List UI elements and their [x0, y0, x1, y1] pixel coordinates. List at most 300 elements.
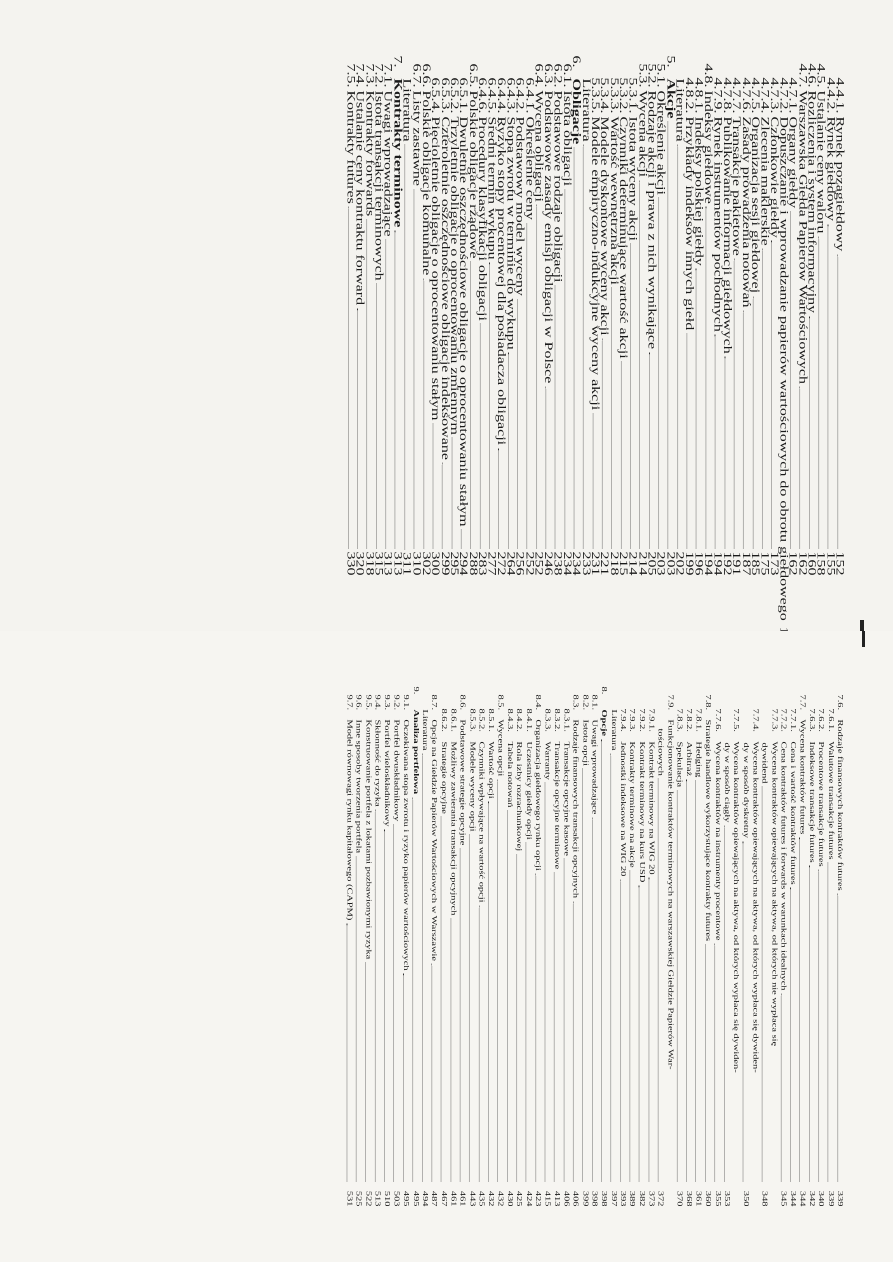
- dot-leader: [441, 463, 442, 549]
- toc-entry-row: [372, 695, 381, 1207]
- toc-entry-row: [674, 709, 683, 1207]
- toc-entry-row: [438, 709, 447, 1207]
- toc-entry-page: 233: [579, 551, 592, 576]
- toc-entry: [646, 687, 655, 1207]
- toc-entry: [372, 687, 381, 1207]
- toc-entry-number: 7.6.2.: [816, 708, 825, 732]
- toc-entry-row: [759, 709, 768, 1207]
- toc-entry-number: 7.9.2.: [637, 708, 646, 732]
- toc-entry-title-continuation: tościowych: [656, 728, 664, 776]
- dot-leader: [459, 848, 460, 1181]
- toc-entry: [533, 687, 542, 1207]
- toc-entry-number: 6.4.1.: [522, 77, 535, 114]
- toc-entry-title: Akcje: [664, 78, 677, 119]
- toc-entry-first-line: [769, 709, 778, 1207]
- toc-entry-number: 5.3.4.: [598, 77, 611, 114]
- dot-leader: [610, 753, 611, 1181]
- toc-entry-row: [457, 695, 466, 1207]
- toc-entry-page: 187: [739, 551, 752, 576]
- toc-entry-number: 4.7.2.: [776, 77, 789, 114]
- dot-leader: [649, 352, 650, 548]
- toc-entry-number: 5.: [664, 55, 677, 68]
- toc-entry-title: Procedury klasyfikacji obligacji: [475, 116, 488, 321]
- toc-entry-number: 7.6.: [835, 694, 844, 711]
- toc-entry: [419, 687, 428, 1207]
- toc-entry-page: 231: [588, 551, 601, 576]
- toc-entry-row: [429, 695, 438, 1207]
- toc-entry-page: 525: [354, 1190, 363, 1207]
- toc-entry-number: 4.4.2.: [824, 77, 837, 114]
- toc-entry-title: Procentowe transakcje futures: [816, 741, 825, 867]
- toc-entry-page: 342: [807, 1190, 815, 1207]
- dot-leader: [799, 387, 800, 549]
- toc-entry-page: 510: [382, 1190, 391, 1207]
- toc-entry-page: 355: [712, 1190, 721, 1207]
- toc-entry-page: 522: [363, 1190, 372, 1207]
- toc-entry: [551, 687, 560, 1207]
- toc-entry-number: 8.2.: [580, 694, 589, 711]
- toc-entry-first-line: [750, 709, 759, 1207]
- toc-entry-number: 6.5.3.: [438, 77, 451, 114]
- dot-leader: [384, 830, 385, 1182]
- toc-entry-title: Uwagi wprowadzające: [590, 719, 598, 815]
- dot-leader: [724, 357, 725, 549]
- dot-leader: [497, 779, 498, 1181]
- toc-entry-title: Możliwy zawierania transakcji opcyjnych: [448, 741, 457, 916]
- dot-leader: [696, 269, 697, 549]
- toc-rotated-block-upper: [49, 55, 846, 621]
- toc-entry: [806, 687, 815, 1207]
- toc-entry-page: 372: [656, 1190, 664, 1207]
- toc-entry-row: [787, 709, 796, 1207]
- dot-leader: [837, 894, 838, 1182]
- toc-entry-number: 5.3.5.: [588, 77, 601, 114]
- dot-leader: [818, 237, 819, 549]
- toc-entry-row: [485, 709, 494, 1207]
- toc-entry: [382, 687, 391, 1207]
- toc-entry-page: 340: [816, 1190, 825, 1207]
- dot-leader: [808, 866, 809, 1182]
- toc-entry-row: [797, 695, 806, 1207]
- toc-entry-number: 4.8.: [701, 63, 714, 88]
- toc-entry-number: 7.1.: [381, 63, 394, 88]
- toc-entry-page: 191: [729, 551, 742, 576]
- toc-entry-number: 5.2.: [645, 63, 658, 88]
- toc-entry: [721, 687, 740, 1207]
- dot-leader: [451, 438, 452, 549]
- toc-entry-title: Ustalanie ceny waloru: [814, 90, 827, 234]
- toc-entry: [476, 687, 485, 1207]
- dot-leader: [423, 278, 424, 548]
- toc-entry-number: 4.7.4.: [758, 77, 771, 114]
- toc-list-upper: [344, 55, 846, 621]
- dot-leader: [385, 240, 386, 549]
- toc-entry-page: 318: [362, 551, 375, 576]
- toc-entry: [797, 687, 806, 1207]
- toc-entry-page: 160: [805, 551, 818, 576]
- toc-entry-page: 155: [824, 551, 837, 576]
- toc-entry: [693, 687, 702, 1207]
- dot-leader: [544, 783, 545, 1182]
- dot-leader: [366, 219, 367, 548]
- toc-entry-number: 6.4.6.: [475, 77, 488, 114]
- toc-entry-number: 8.6.2.: [439, 708, 447, 732]
- toc-entry-row: [551, 709, 560, 1207]
- toc-entry-number: 6.3.: [541, 63, 554, 88]
- toc-entry-page: 330: [344, 551, 357, 576]
- toc-entry-page: 205: [645, 551, 658, 576]
- dot-leader: [667, 121, 668, 548]
- dot-leader: [611, 288, 612, 549]
- toc-entry-page: 360: [703, 1190, 712, 1207]
- toc-entry-page: 313: [381, 551, 394, 576]
- toc-entry-title: Organizacja sesji giełdowej: [748, 116, 761, 294]
- dot-leader: [536, 205, 537, 549]
- toc-entry-number: 7.7.5.: [731, 708, 740, 732]
- toc-entry-page: 162: [786, 551, 799, 576]
- toc-entry-row: [740, 709, 749, 1207]
- toc-entry-row: [608, 687, 617, 1207]
- toc-entry-row: [684, 709, 693, 1207]
- toc-entry-page: 382: [637, 1190, 646, 1207]
- toc-entry-page: 203: [654, 551, 667, 576]
- toc-entry-page: 503: [391, 1190, 400, 1207]
- dot-leader: [780, 994, 781, 1182]
- toc-entry: [684, 687, 693, 1207]
- toc-entry-number: 6.5.4.: [428, 77, 441, 114]
- toc-entry-title: Przykłady indeksów innych giełd: [682, 116, 695, 331]
- toc-entry-number: 9.2.: [391, 694, 400, 711]
- toc-entry-page: 432: [495, 1190, 504, 1207]
- toc-entry: [580, 687, 589, 1207]
- dot-leader: [648, 878, 649, 1182]
- dot-leader: [412, 797, 413, 1181]
- toc-entry-page: 218: [607, 551, 620, 576]
- toc-entry-number: 7.8.: [703, 694, 712, 711]
- dot-leader: [658, 198, 659, 549]
- toc-entry-page: 425: [514, 1190, 523, 1207]
- dot-leader: [761, 249, 762, 549]
- toc-entry-title: Ustalanie ceny kontraktu forward: [353, 90, 366, 306]
- toc-entry: [400, 687, 409, 1207]
- toc-entry-title: Rodzaje finansowych kontraktów futures: [835, 719, 844, 891]
- dot-leader: [421, 753, 422, 1181]
- toc-entry-title: Hedging: [693, 741, 702, 778]
- toc-entry: [825, 687, 834, 1207]
- toc-entry-title: Modele wyceny opcji: [467, 741, 476, 832]
- dot-leader: [761, 786, 762, 1181]
- dot-leader: [639, 885, 640, 1181]
- toc-entry: [674, 687, 683, 1207]
- toc-entry: [787, 687, 796, 1207]
- toc-entry-page: 487: [429, 1190, 438, 1207]
- toc-entry-title: Wycena kontraktów na instrumenty procentowe: [712, 741, 721, 941]
- toc-entry-title: Polskie obligacje komunalne: [419, 90, 432, 276]
- toc-entry-number: 6.4.5.: [485, 77, 498, 114]
- toc-entry-page: 393: [618, 1190, 627, 1207]
- toc-entry-title: Czynniki determinujące wartość akcji: [616, 116, 629, 359]
- toc-entry-number: 6.5.2.: [447, 77, 460, 114]
- toc-entry: [778, 687, 787, 1207]
- toc-entry: [429, 687, 438, 1207]
- toc-entry-number: 7.2.: [372, 63, 385, 88]
- dot-leader: [686, 333, 687, 548]
- toc-entry-page: 272: [494, 551, 507, 576]
- toc-entry-row: [816, 709, 825, 1207]
- dot-leader: [554, 872, 555, 1181]
- toc-entry: [561, 687, 570, 1207]
- toc-entry-row: [712, 709, 721, 1207]
- toc-entry-title: Rozliczenia i system informacyjny: [805, 90, 818, 314]
- toc-entry-row: [495, 695, 504, 1207]
- toc-entry: [344, 56, 357, 576]
- toc-entry: [599, 687, 608, 1207]
- dot-leader: [572, 901, 573, 1181]
- dot-leader: [393, 824, 394, 1181]
- toc-entry-page: 158: [814, 551, 827, 576]
- toc-entry-number: 7.9.3.: [627, 708, 636, 732]
- toc-entry: [589, 687, 598, 1207]
- toc-entry-page: 311: [400, 552, 413, 576]
- toc-entry-row: [344, 695, 353, 1207]
- toc-entry-number: 7.9.: [665, 694, 674, 711]
- toc-entry-row: [410, 687, 419, 1207]
- toc-entry-page: 368: [684, 1190, 693, 1207]
- toc-entry-number: 7.7.4.: [750, 708, 759, 732]
- toc-entry-page: 196: [692, 551, 705, 576]
- toc-entry-row: [504, 709, 513, 1207]
- dot-leader: [347, 207, 348, 549]
- toc-entry-title: Transakcje opcyjne kasowe: [561, 741, 570, 856]
- toc-entry-page: 406: [571, 1190, 580, 1207]
- toc-entry-title: Wycena kontraktów opiewających na aktywa, od których nie wypłaca się: [769, 741, 778, 1047]
- toc-entry-title: Czteroletnie oszczędnościowe obligacje indeksowane: [438, 116, 451, 460]
- toc-entry-page: 513: [373, 1190, 381, 1207]
- toc-entry: [448, 687, 457, 1207]
- toc-entry-title: Portfel dwuskładnikowy: [391, 719, 400, 822]
- dot-leader: [723, 825, 724, 1181]
- dot-leader: [526, 223, 527, 548]
- toc-entry-row: [636, 709, 645, 1207]
- toc-entry-title: Dopuszczanie i wprowadzanie papierów wartościowych do obrotu giełdowego: [776, 116, 789, 621]
- toc-entry-page: 413: [552, 1190, 561, 1207]
- toc-entry-title: Pięcioletnie obligacje o oprocentowaniu stałym: [428, 116, 441, 421]
- toc-entry-number: 8.3.2.: [552, 708, 561, 732]
- toc-entry-page: 252: [532, 551, 545, 576]
- toc-entry: [608, 687, 617, 1207]
- toc-entry-row: [693, 709, 702, 1207]
- toc-entry-page: 234: [560, 551, 573, 576]
- toc-entry-title: Kontrakt terminowy na kurs USD: [637, 741, 646, 883]
- toc-entry: [712, 687, 721, 1207]
- toc-entry-number: 4.7.7.: [729, 77, 742, 114]
- toc-entry-title: Literatura: [673, 78, 686, 142]
- toc-entry: [467, 687, 476, 1207]
- toc-entry-number: 4.7.9.: [711, 77, 724, 114]
- toc-entry-title: Indeksowe transakcje futures: [807, 741, 815, 863]
- toc-entry-number: 8.6.1.: [448, 708, 457, 732]
- toc-entry: [740, 687, 759, 1207]
- toc-entry-page: 443: [467, 1190, 476, 1207]
- toc-entry-row: [646, 709, 655, 1207]
- dot-leader: [676, 790, 677, 1181]
- toc-entry-page: 353: [722, 1190, 731, 1207]
- toc-entry-number: 7.9.4.: [618, 708, 627, 732]
- toc-entry: [410, 687, 419, 1207]
- toc-entry-title: Konstruowanie portfela z lokatami pozbawionymi ryzyka: [363, 719, 372, 960]
- toc-entry-row: [589, 695, 598, 1207]
- dot-leader: [583, 145, 584, 549]
- toc-entry-title: Obligacje: [569, 78, 582, 145]
- toc-entry-title: Określenie ceny: [522, 116, 535, 221]
- toc-entry: [759, 687, 778, 1207]
- dot-leader: [837, 254, 838, 548]
- toc-entry-number: 7.: [391, 55, 404, 68]
- toc-entry-title: Podstawowe strategie opcyjne: [458, 719, 466, 846]
- toc-entry-page: 202: [673, 551, 686, 576]
- toc-entry-row: [570, 695, 579, 1207]
- dot-leader: [582, 769, 583, 1182]
- toc-entry-number: 6.4.3.: [504, 77, 517, 114]
- toc-entry-title: Zasady prowadzenia notowań: [739, 116, 752, 308]
- toc-entry-page: 294: [457, 551, 469, 576]
- toc-entry-title: Spekulacja: [675, 741, 683, 788]
- toc-entry-title: Listy zastawne: [409, 90, 422, 187]
- toc-entry-title: Inne sposoby tworzenia portfela: [354, 719, 363, 854]
- toc-entry-title: Stopa zwrotu w terminie do wykupu: [504, 116, 517, 350]
- toc-entry: [344, 687, 353, 1207]
- toc-entry-number: 7.7.6.: [712, 708, 721, 732]
- toc-entry-page: 152: [833, 551, 846, 576]
- toc-entry-row: [684, 78, 693, 576]
- dot-leader: [752, 296, 753, 548]
- toc-entry-title: Modele empiryczno-indukcyjne wyceny akcji: [588, 116, 601, 411]
- toc-entry-page: 214: [626, 551, 639, 576]
- toc-entry-number: 8.4.3.: [505, 708, 514, 732]
- toc-entry-number: 6.4.: [532, 63, 545, 88]
- toc-entry-page: 495: [401, 1190, 410, 1207]
- dot-leader: [630, 244, 631, 549]
- toc-list-lower: [344, 687, 844, 1207]
- dot-leader: [601, 739, 602, 1181]
- toc-entry-number: 8.: [599, 686, 608, 695]
- toc-entry-row: [419, 687, 428, 1207]
- dot-leader: [479, 324, 480, 549]
- toc-entry: [485, 687, 494, 1207]
- toc-entry-page: 389: [627, 1190, 636, 1207]
- dot-leader: [733, 259, 734, 549]
- toc-entry-number: 4.6.: [805, 63, 818, 88]
- toc-entry-number: 8.1.: [590, 694, 598, 711]
- dot-leader: [591, 817, 592, 1181]
- toc-entry: [636, 687, 645, 1207]
- dot-leader: [365, 962, 366, 1181]
- toc-entry-title: Jednostki indeksowe na WIG 20: [618, 741, 627, 877]
- toc-entry-page: 461: [458, 1190, 466, 1207]
- toc-entry-number: 7.7.: [797, 694, 806, 711]
- toc-entry-number: 5.3.3.: [607, 77, 620, 114]
- toc-entry-page: 234: [569, 551, 582, 576]
- toc-entry-row: [806, 709, 815, 1207]
- toc-entry-title: Skłonność do ryzyka: [373, 719, 381, 807]
- toc-entry-title: Literatura: [420, 709, 429, 751]
- toc-entry: [514, 687, 523, 1207]
- toc-entry-page: 310: [409, 551, 422, 576]
- toc-entry-page: 175: [758, 551, 771, 576]
- toc-entry: [627, 687, 636, 1207]
- dot-leader: [357, 308, 358, 548]
- toc-entry-page: 315: [372, 551, 385, 576]
- toc-entry-row: [618, 709, 627, 1207]
- dot-leader: [545, 386, 546, 548]
- toc-entry-title: Publikowanie informacji giełdowych: [720, 116, 733, 354]
- toc-entry-row: [382, 695, 391, 1207]
- dot-leader: [686, 779, 687, 1181]
- dot-leader: [535, 874, 536, 1182]
- dot-leader: [404, 145, 405, 550]
- toc-entry-row: [627, 709, 636, 1207]
- dot-leader: [489, 263, 490, 549]
- toc-entry-page: 238: [551, 551, 564, 576]
- toc-entry-page: 283: [475, 551, 488, 576]
- toc-entry: [655, 687, 674, 1207]
- toc-entry: [457, 687, 466, 1207]
- dot-leader: [790, 211, 791, 548]
- dot-leader: [346, 923, 347, 1181]
- toc-entry-number: 7.6.1.: [826, 708, 834, 732]
- toc-entry-number: 7.5.: [344, 63, 357, 88]
- toc-entry-number: 5.1.: [654, 63, 667, 88]
- toc-entry-number: 7.6.3.: [807, 708, 815, 732]
- toc-entry-number: 6.2.: [551, 63, 564, 88]
- toc-entry-title: Podstawowy model wyceny: [513, 116, 526, 297]
- toc-entry-page: 194: [711, 551, 724, 576]
- toc-entry-title: Cena kontraktów futures i forwards w warunkach idealnych: [778, 741, 787, 991]
- toc-entry: [816, 687, 825, 1207]
- toc-entry-page: 361: [693, 1190, 702, 1207]
- toc-entry-row: [825, 709, 834, 1207]
- toc-entry-title: Uczestnicy giełdy opcji: [524, 741, 532, 840]
- toc-entry-page: 423: [533, 1190, 542, 1207]
- toc-entry-number: 8.4.2.: [514, 708, 523, 732]
- toc-entry-title: Istota wyceny akcji: [626, 116, 639, 241]
- toc-entry-number: 6.7.: [409, 63, 422, 88]
- toc-entry-page: 194: [701, 551, 714, 576]
- dot-leader: [714, 335, 715, 549]
- toc-entry-number: 8.5.1.: [486, 708, 495, 732]
- toc-entry-title: Rola izby rozrachunkowej: [514, 741, 523, 852]
- toc-entry-page: 399: [580, 1190, 589, 1207]
- toc-entry-title: Ryzyko stopy procentowej dla posiadacza obligacji: [494, 116, 507, 446]
- toc-entry-page: 435: [476, 1190, 485, 1207]
- toc-entry-page: 344: [797, 1190, 806, 1207]
- toc-entry-title: Literatura: [579, 78, 592, 142]
- toc-entry-page: 345: [778, 1190, 787, 1207]
- toc-entry-title: Indeksy polskiej giełdy: [692, 116, 705, 266]
- toc-entry-number: 8.5.2.: [476, 708, 485, 732]
- dot-leader: [507, 353, 508, 549]
- toc-entry-title: Polskie obligacje rządowe: [466, 90, 479, 259]
- toc-entry-page: 397: [609, 1190, 617, 1207]
- toc-entry-title: Kontrakty forwards: [362, 90, 375, 217]
- toc-entry-title-continuation: dywidend: [760, 742, 768, 784]
- dot-leader: [818, 870, 819, 1182]
- dot-leader: [450, 918, 451, 1181]
- toc-entry-title: Warranty: [542, 741, 551, 780]
- toc-entry-number: 9.: [410, 686, 419, 695]
- toc-entry-page: 288: [466, 551, 479, 576]
- toc-entry-number: 4.7.6.: [739, 77, 752, 114]
